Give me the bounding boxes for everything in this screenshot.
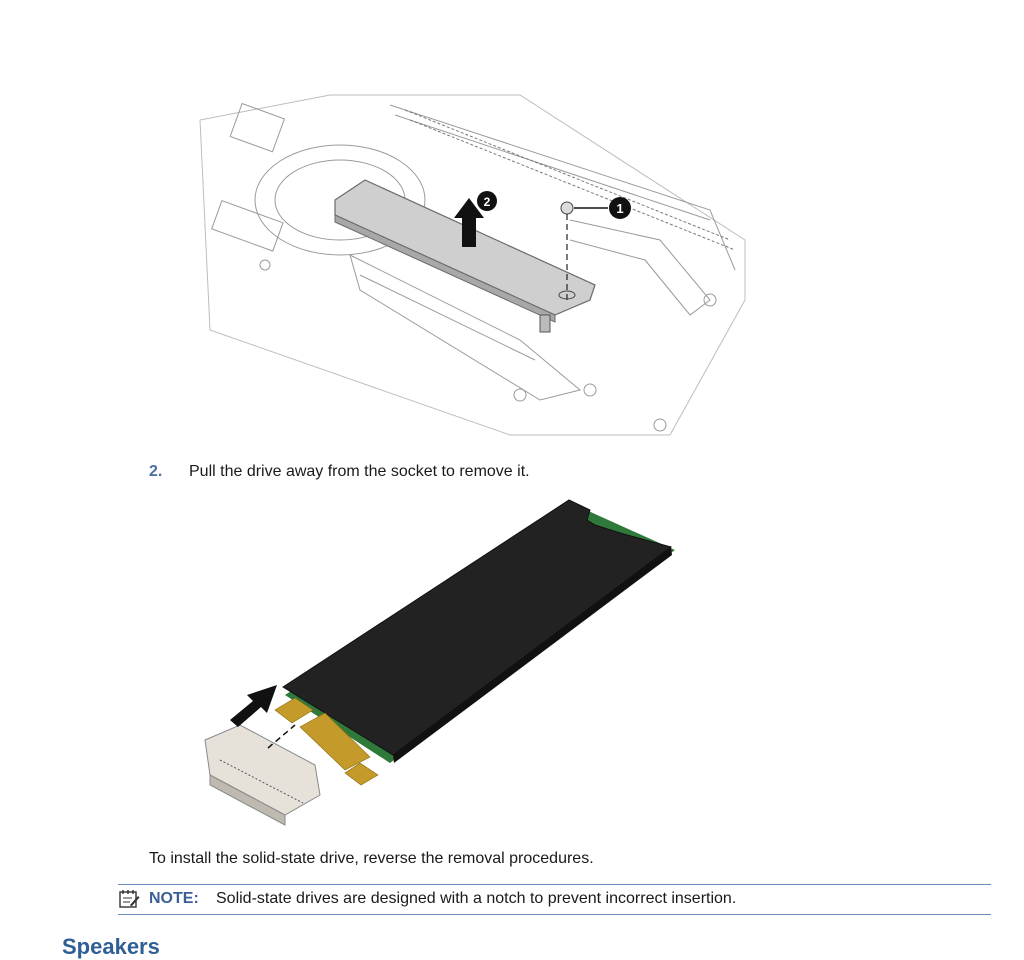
install-instruction: To install the solid-state drive, reverse the removal procedures. <box>149 850 594 867</box>
callout-2: 2 <box>483 195 491 209</box>
ssd-removal-illustration <box>190 90 750 440</box>
step-number: 2. <box>149 463 163 480</box>
ssd-socket-illustration <box>195 495 685 830</box>
step-text: Pull the drive away from the socket to remove it. <box>189 463 530 480</box>
note-divider-top <box>118 884 991 885</box>
note-divider-bottom <box>118 914 991 915</box>
note-pad-icon <box>118 889 140 909</box>
callout-1: 1 <box>616 201 624 216</box>
note-text: Solid-state drives are designed with a notch to prevent incorrect insertion. <box>216 890 737 907</box>
note-label: NOTE: <box>149 890 199 907</box>
section-heading-speakers: Speakers <box>62 934 160 959</box>
